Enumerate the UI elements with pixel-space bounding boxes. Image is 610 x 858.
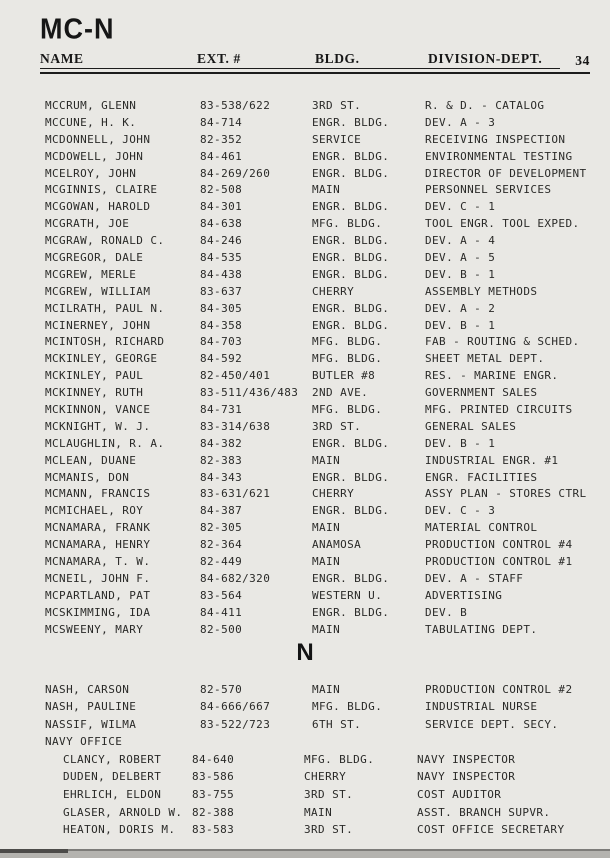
cell-division: DEV. A - 5 — [425, 251, 496, 265]
cell-division: ADVERTISING — [425, 588, 503, 602]
directory-row — [40, 520, 590, 537]
cell-bldg: MAIN — [312, 555, 341, 569]
cell-bldg — [312, 733, 425, 751]
cell-division: GOVERNMENT SALES — [425, 386, 538, 400]
cell-division: DEV. B — [425, 605, 468, 619]
cell-ext: 84-343 — [200, 470, 243, 484]
cell-bldg: 3RD ST. — [312, 419, 362, 433]
cell-bldg: ENGR. BLDG. — [312, 234, 390, 248]
cell-division: DEV. A - 2 — [425, 301, 496, 315]
cell-division: RES. - MARINE ENGR. — [425, 369, 559, 383]
cell-ext: 84-269/260 — [200, 166, 271, 180]
cell-bldg: ENGR. BLDG. — [312, 504, 390, 518]
directory-row — [40, 402, 590, 419]
directory-row — [40, 768, 590, 786]
directory-row — [40, 267, 590, 284]
directory-row — [40, 166, 590, 183]
cell-division: TOOL ENGR. TOOL EXPED. — [425, 217, 580, 231]
cell-ext: 83-538/622 — [200, 99, 271, 112]
cell-bldg: ENGR. BLDG. — [312, 436, 390, 450]
directory-row — [40, 182, 590, 199]
cell-bldg: MFG. BLDG. — [304, 752, 375, 766]
section-heading-n: N — [296, 638, 314, 666]
cell-bldg: ENGR. BLDG. — [312, 301, 390, 315]
cell-name: CLANCY, ROBERT — [63, 752, 162, 766]
directory-row — [40, 368, 590, 385]
cell-division: R. & D. - CATALOG — [425, 99, 545, 112]
cell-division: ASST. BRANCH SUPVR. — [417, 805, 551, 819]
cell-ext: 84-305 — [200, 301, 243, 315]
directory-row — [40, 318, 590, 335]
cell-division: ASSY PLAN - STORES CTRL — [425, 487, 587, 501]
cell-ext: 84-592 — [200, 352, 243, 366]
directory-row — [40, 250, 590, 267]
cell-bldg: MFG. BLDG. — [312, 217, 383, 231]
cell-division: DEV. A - 4 — [425, 234, 496, 248]
cell-bldg: ENGR. BLDG. — [312, 470, 390, 484]
cell-ext: 82-352 — [200, 132, 243, 146]
cell-ext: 84-666/667 — [200, 700, 271, 714]
cell-ext: 82-450/401 — [200, 369, 271, 383]
cell-bldg: MFG. BLDG. — [312, 700, 383, 714]
cell-bldg: MAIN — [312, 521, 341, 535]
cell-name: MCMANIS, DON — [45, 470, 130, 484]
directory-row — [40, 284, 590, 301]
cell-bldg: 2ND AVE. — [312, 386, 369, 400]
cell-bldg: ENGR. BLDG. — [312, 267, 390, 281]
cell-name: MCILRATH, PAUL N. — [45, 301, 165, 315]
column-header-ext: EXT. # — [197, 51, 315, 69]
cell-bldg: MFG. BLDG. — [312, 335, 383, 349]
cell-division — [425, 733, 590, 751]
cell-bldg: ENGR. BLDG. — [312, 251, 390, 265]
photocopy-edge-dark-corner — [0, 849, 68, 853]
cell-division: PRODUCTION CONTROL #4 — [425, 538, 573, 552]
cell-name: MCGOWAN, HAROLD — [45, 200, 151, 214]
cell-ext: 83-564 — [200, 588, 243, 602]
cell-bldg: MAIN — [312, 682, 341, 696]
cell-bldg: ANAMOSA — [312, 538, 362, 552]
cell-ext: 82-508 — [200, 183, 243, 197]
cell-ext: 82-383 — [200, 453, 243, 467]
directory-row — [40, 588, 590, 605]
cell-division: INDUSTRIAL ENGR. #1 — [425, 453, 559, 467]
cell-division: MATERIAL CONTROL — [425, 521, 538, 535]
cell-bldg: 3RD ST. — [304, 823, 354, 837]
cell-bldg: MAIN — [312, 453, 341, 467]
cell-division: FAB - ROUTING & SCHED. — [425, 335, 580, 349]
directory-row — [40, 149, 590, 166]
cell-division: ENVIRONMENTAL TESTING — [425, 149, 573, 163]
directory-row — [40, 716, 590, 734]
cell-name: MCNEIL, JOHN F. — [45, 571, 151, 585]
cell-ext: 84-301 — [200, 200, 243, 214]
cell-ext: 84-382 — [200, 436, 243, 450]
directory-row — [40, 115, 590, 132]
directory-row — [40, 605, 590, 622]
column-header-bldg: BLDG. — [315, 51, 428, 69]
cell-name: NASSIF, WILMA — [45, 717, 137, 731]
cell-name: MCDOWELL, JOHN — [45, 149, 144, 163]
photocopy-bottom-edge — [0, 849, 610, 858]
directory-row — [40, 98, 590, 115]
mc-section-rows — [40, 98, 590, 639]
directory-row — [40, 436, 590, 453]
cell-ext: 83-583 — [192, 823, 235, 837]
cell-name: MCKINLEY, PAUL — [45, 369, 144, 383]
cell-bldg: ENGR. BLDG. — [312, 115, 390, 129]
cell-name: MCINTOSH, RICHARD — [45, 335, 165, 349]
page-number: 34 — [575, 53, 590, 68]
cell-ext: 83-314/638 — [200, 419, 271, 433]
cell-bldg: 3RD ST. — [304, 788, 354, 802]
cell-name: MCNAMARA, HENRY — [45, 538, 151, 552]
cell-ext: 84-358 — [200, 318, 243, 332]
cell-ext: 83-586 — [192, 770, 235, 784]
cell-name: NASH, PAULINE — [45, 700, 137, 714]
cell-ext: 84-387 — [200, 504, 243, 518]
directory-row — [40, 233, 590, 250]
cell-name: MCGREGOR, DALE — [45, 251, 144, 265]
cell-division: DEV. B - 1 — [425, 318, 496, 332]
cell-bldg: CHERRY — [304, 770, 347, 784]
cell-bldg: ENGR. BLDG. — [312, 149, 390, 163]
page-title: MC-N — [40, 13, 115, 45]
cell-division: NAVY INSPECTOR — [417, 770, 516, 784]
directory-row — [40, 622, 590, 639]
cell-name: MCLEAN, DUANE — [45, 453, 137, 467]
cell-name: MCPARTLAND, PAT — [45, 588, 151, 602]
cell-division: DEV. C - 3 — [425, 504, 496, 518]
cell-name: MCLAUGHLIN, R. A. — [45, 436, 165, 450]
cell-ext: 84-703 — [200, 335, 243, 349]
cell-ext: 84-682/320 — [200, 571, 271, 585]
cell-division: DEV. B - 1 — [425, 267, 496, 281]
cell-bldg: ENGR. BLDG. — [312, 166, 390, 180]
cell-ext: 84-411 — [200, 605, 243, 619]
cell-bldg: ENGR. BLDG. — [312, 571, 390, 585]
cell-bldg: 3RD ST. — [312, 99, 362, 112]
cell-name: NAVY OFFICE — [45, 735, 123, 749]
cell-bldg: ENGR. BLDG. — [312, 605, 390, 619]
cell-division: TABULATING DEPT. — [425, 622, 538, 636]
cell-name: EHRLICH, ELDON — [63, 788, 162, 802]
cell-bldg: CHERRY — [312, 487, 355, 501]
cell-ext: 83-522/723 — [200, 717, 271, 731]
cell-bldg: 6TH ST. — [312, 717, 362, 731]
cell-name: MCDONNELL, JOHN — [45, 132, 151, 146]
cell-division: DEV. B - 1 — [425, 436, 496, 450]
cell-ext: 82-449 — [200, 555, 243, 569]
directory-row — [40, 698, 590, 716]
cell-division: DEV. A - STAFF — [425, 571, 524, 585]
cell-division: ASSEMBLY METHODS — [425, 284, 538, 298]
cell-ext: 82-364 — [200, 538, 243, 552]
cell-name: MCCRUM, GLENN — [45, 99, 137, 112]
directory-row — [40, 554, 590, 571]
cell-ext: 83-755 — [192, 788, 235, 802]
cell-division: INDUSTRIAL NURSE — [425, 700, 538, 714]
cell-ext: 84-438 — [200, 267, 243, 281]
directory-row — [40, 571, 590, 588]
cell-name: MCGINNIS, CLAIRE — [45, 183, 158, 197]
cell-name: MCINERNEY, JOHN — [45, 318, 151, 332]
cell-name: MCGREW, MERLE — [45, 267, 137, 281]
cell-name: MCMICHAEL, ROY — [45, 504, 144, 518]
cell-division: COST AUDITOR — [417, 788, 502, 802]
cell-bldg: SERVICE — [312, 132, 362, 146]
cell-name: MCKNIGHT, W. J. — [45, 419, 151, 433]
cell-division: COST OFFICE SECRETARY — [417, 823, 565, 837]
cell-division: SERVICE DEPT. SECY. — [425, 717, 559, 731]
cell-bldg: WESTERN U. — [312, 588, 383, 602]
cell-ext: 82-570 — [200, 682, 243, 696]
cell-name: MCSKIMMING, IDA — [45, 605, 151, 619]
directory-row — [40, 486, 590, 503]
cell-name: DUDEN, DELBERT — [63, 770, 162, 784]
cell-ext: 84-461 — [200, 149, 243, 163]
directory-row — [40, 351, 590, 368]
directory-row — [40, 132, 590, 149]
cell-ext: 84-535 — [200, 251, 243, 265]
cell-name: MCKINNEY, RUTH — [45, 386, 144, 400]
directory-row — [40, 301, 590, 318]
cell-division: NAVY INSPECTOR — [417, 752, 516, 766]
cell-division: PERSONNEL SERVICES — [425, 183, 552, 197]
cell-division: SHEET METAL DEPT. — [425, 352, 545, 366]
cell-ext: 84-640 — [192, 752, 235, 766]
directory-row — [40, 453, 590, 470]
cell-bldg: BUTLER #8 — [312, 369, 376, 383]
directory-row — [40, 681, 590, 699]
cell-name: MCGREW, WILLIAM — [45, 284, 151, 298]
cell-division: PRODUCTION CONTROL #2 — [425, 682, 573, 696]
cell-bldg: MFG. BLDG. — [312, 403, 383, 417]
cell-name: MCKINNON, VANCE — [45, 403, 151, 417]
cell-name: MCMANN, FRANCIS — [45, 487, 151, 501]
cell-ext: 83-631/621 — [200, 487, 271, 501]
cell-division: PRODUCTION CONTROL #1 — [425, 555, 573, 569]
cell-ext: 84-638 — [200, 217, 243, 231]
cell-ext: 82-305 — [200, 521, 243, 535]
cell-ext: 84-731 — [200, 403, 243, 417]
cell-division: DEV. C - 1 — [425, 200, 496, 214]
directory-row — [40, 821, 590, 839]
cell-bldg: ENGR. BLDG. — [312, 318, 390, 332]
cell-ext: 84-246 — [200, 234, 243, 248]
cell-ext: 82-388 — [192, 805, 235, 819]
directory-row — [40, 751, 590, 769]
directory-row — [40, 199, 590, 216]
directory-row — [40, 733, 590, 751]
cell-division: GENERAL SALES — [425, 419, 517, 433]
cell-division: DEV. A - 3 — [425, 115, 496, 129]
cell-division: MFG. PRINTED CIRCUITS — [425, 403, 573, 417]
directory-row — [40, 786, 590, 804]
cell-name: HEATON, DORIS M. — [63, 823, 176, 837]
directory-row — [40, 334, 590, 351]
cell-bldg: MAIN — [312, 183, 341, 197]
directory-row — [40, 216, 590, 233]
column-header-name: NAME — [40, 51, 197, 69]
directory-row — [40, 804, 590, 822]
cell-name: MCNAMARA, FRANK — [45, 521, 151, 535]
cell-name: GLASER, ARNOLD W. — [63, 805, 183, 819]
cell-division: RECEIVING INSPECTION — [425, 132, 566, 146]
cell-name: NASH, CARSON — [45, 682, 130, 696]
cell-ext — [200, 733, 312, 751]
cell-bldg: CHERRY — [312, 284, 355, 298]
cell-bldg: MAIN — [312, 622, 341, 636]
directory-row — [40, 470, 590, 487]
cell-name: MCCUNE, H. K. — [45, 115, 137, 129]
cell-ext: 83-511/436/483 — [200, 386, 299, 400]
directory-row — [40, 537, 590, 554]
n-section-rows — [40, 681, 590, 839]
cell-name: MCGRATH, JOE — [45, 217, 130, 231]
cell-name: MCKINLEY, GEORGE — [45, 352, 158, 366]
cell-bldg: MAIN — [304, 805, 333, 819]
cell-division: ENGR. FACILITIES — [425, 470, 538, 484]
cell-division: DIRECTOR OF DEVELOPMENT — [425, 166, 587, 180]
cell-name: MCSWEENY, MARY — [45, 622, 144, 636]
cell-name: MCGRAW, RONALD C. — [45, 234, 165, 248]
cell-name: MCNAMARA, T. W. — [45, 555, 151, 569]
directory-row — [40, 419, 590, 436]
column-header-division: DIVISION-DEPT. — [428, 51, 560, 69]
cell-ext: 83-637 — [200, 284, 243, 298]
cell-ext: 82-500 — [200, 622, 243, 636]
cell-bldg: ENGR. BLDG. — [312, 200, 390, 214]
directory-row — [40, 385, 590, 402]
cell-name: MCELROY, JOHN — [45, 166, 137, 180]
directory-row — [40, 503, 590, 520]
cell-ext: 84-714 — [200, 115, 243, 129]
cell-bldg: MFG. BLDG. — [312, 352, 383, 366]
column-header-row — [40, 51, 590, 74]
